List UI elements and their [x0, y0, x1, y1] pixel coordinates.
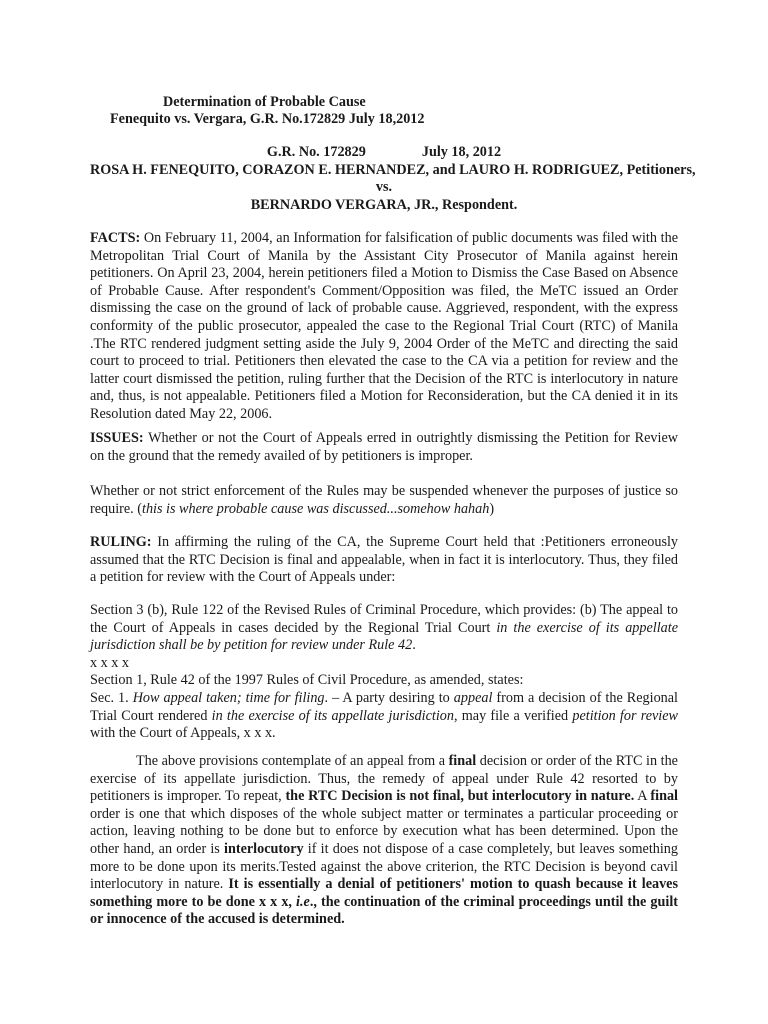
disc-h: interlocutory [224, 840, 304, 857]
disc-k: i.e [296, 893, 310, 910]
sec1-b: How appeal taken; time for filing [132, 689, 325, 706]
section3-block [90, 602, 678, 743]
sec1-c: . – A party desiring to [324, 689, 454, 706]
disc-d: the RTC Decision is not final, but interlocutory in nature. [285, 788, 635, 805]
gr-line [90, 144, 678, 162]
facts-label: FACTS: [90, 230, 141, 246]
section3-text-a: Section 3 (b), Rule 122 of the Revised Rules of Criminal Procedure, which provides: (b) The appeal to the Court of Appeals in cases decided by the Regional Trial Court [90, 602, 678, 636]
case-citation: Fenequito vs. Vergara, G.R. No.172829 July 18,2012 [110, 111, 425, 127]
sec1-f: in the exercise of its appellate jurisdiction [211, 707, 454, 724]
issues-note-close: ) [489, 500, 495, 517]
sec1-g: , may file a verified [453, 707, 573, 724]
facts-text: On February 11, 2004, an Information for falsification of public documents was filed with the Metropolitan Trial Court of Manila by the Assistant City Prosecutor of Manila against herein petitioners. On April 23, 2004, herein petitioners filed a Motion to Dismiss the Case Based on Absence of Probable Cause. After respondent's Comment/Opposition was filed, the MeTC issued an Order dismissing the case on the ground of lack of probable cause. Aggrieved, respondent, with the express conformity of the public prosecutor, appealed the case to the Regional Trial Court (RTC) of Manila .The RTC rendered judgment setting aside the July 9, 2004 Order of the MeTC and directing the said court to proceed to trial. Petitioners then elevated the case to the CA via a petition for review and the latter court dismissed the petition, ruling further that the Decision of the RTC is interlocutory in nature and, thus, is not appealable. Petitioners filed a Motion for Reconsideration, but the CA denied it in its Resolution dated May 22, 2006. [90, 230, 678, 422]
disc-a: The above provisions contemplate of an appeal from a [136, 753, 449, 769]
disc-j: It is essentially a denial of petitioners' motion to quash because it leaves something more to be done x x x, [90, 876, 678, 910]
disc-c: decision or order of the RTC in the exercise of its appellate jurisdiction. Thus, the remedy of appeal under Rule 42 resorted to by petitioners is improper. To repeat, [90, 753, 678, 805]
section3-text-b: in the exercise of its appellate jurisdiction shall be by petition for review under Rule 42 [90, 619, 678, 654]
sec1-a: Sec. 1. [90, 689, 133, 706]
sec1-i: with the Court of Appeals, x x x. [90, 725, 276, 742]
case-caption [90, 144, 696, 214]
vs-line: vs. [375, 179, 393, 196]
case-date: July 18, 2012 [421, 144, 502, 160]
ruling-label: RULING: [90, 534, 152, 550]
issues-second [90, 483, 678, 518]
disc-i: if it does not dispose of a case completely, but leaves something more to be done upon its merits.Tested against the above criterion, the RTC Decision is beyond cavil interlocutory in nature. [90, 840, 678, 893]
disc-f: final [650, 788, 678, 805]
gr-number: G.R. No. 172829 [266, 144, 366, 160]
sec1-d: appeal [453, 689, 493, 706]
document-title: Determination of Probable Cause [163, 94, 366, 110]
ruling-text: In affirming the ruling of the CA, the Supreme Court held that :Petitioners erroneously assumed that the RTC Decision is final and appealable, when in fact it is interlocutory. Thus, they filed a petition for review with the Court of Appeals under: [90, 534, 678, 586]
xxxx-line: x x x x [90, 654, 130, 671]
discussion-section [90, 753, 678, 929]
facts-section [90, 230, 678, 424]
disc-e: A [634, 788, 651, 805]
petitioners-line: ROSA H. FENEQUITO, CORAZON E. HERNANDEZ, and LAURO H. RODRIGUEZ, Petitioners, [90, 161, 696, 178]
disc-g: order is one that which disposes of the whole subject matter or terminates a particular proceeding or action, leaving nothing to be done but to enforce by execution what has been determined. Upon the other hand, an order is [90, 805, 678, 857]
respondent-line: BERNARDO VERGARA, JR., Respondent. [250, 196, 518, 213]
issues-text-1: Whether or not the Court of Appeals erred in outrightly dismissing the Petition for Review on the ground that the remedy availed of by petitioners is improper. [90, 430, 678, 464]
disc-m: . [341, 911, 345, 928]
section3-text-c: . [412, 637, 416, 654]
disc-b: final [448, 753, 477, 769]
sec1-h: petition for review [572, 707, 678, 724]
ruling-section [90, 534, 678, 587]
issues-label: ISSUES: [90, 430, 144, 446]
issues-section [90, 430, 678, 465]
disc-l: ., the continuation of the criminal proceedings until the guilt or innocence of the accused is determined [90, 893, 678, 928]
issues-text-2: Whether or not strict enforcement of the Rules may be suspended whenever the purposes of justice so require. ( [90, 483, 678, 517]
sec1-e: from a decision of the Regional Trial Court rendered [90, 689, 678, 724]
issues-note: this is where probable cause was discussed...somehow hahah [142, 500, 490, 517]
rule42-line: Section 1, Rule 42 of the 1997 Rules of Civil Procedure, as amended, states: [90, 672, 524, 689]
